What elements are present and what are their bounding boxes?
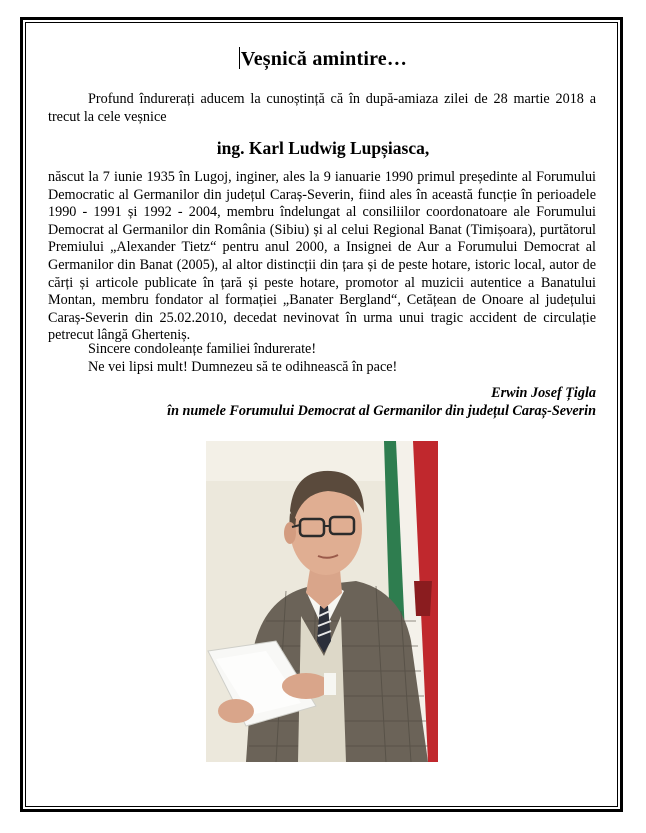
- portrait-illustration: [206, 441, 438, 762]
- portrait-photo: [206, 441, 438, 762]
- signature-block: [167, 385, 596, 420]
- farewell-line: Ne vei lipsi mult! Dumnezeu să te odihnească în pace!: [88, 358, 398, 375]
- condolences-line: Sincere condoleanțe familiei îndurerate!: [88, 341, 317, 357]
- text-cursor: [239, 47, 240, 69]
- intro-paragraph: Profund îndurerați aducem la cunoștință că în după-amiaza zilei de 28 martie 2018 a trecut la cele veșnice: [48, 91, 596, 125]
- deceased-name: ing. Karl Ludwig Lupșiasca,: [216, 138, 430, 158]
- document-title[interactable]: [0, 47, 646, 71]
- biography-paragraph: născut la 7 iunie 1935 în Lugoj, inginer, ales la 9 ianuarie 1990 primul președinte al Forumului Democratic al Germanilor din județul Caraș-Severin, fiind ales în această funcție în perioadele 1990 - 1991 și 1992 - 2004, membru îndelungat al consiliilor coordonatoare ale Forumului Democrat al Germanilor din România (Sibiu) și al celui Regional Banat (Timișoara), purtătorul Premiului „Alexander Tietz“ pentru anul 2000, a Insignei de Aur a Forumului Democrat al Germanilor din Banat (2005), al altor distincții din țara și de peste hotare, istoric local, autor de cărți și articole publicate în țară și peste hotare, promotor al muzicii autentice a Banatului Montan, membru fondator al formației „Banater Bergland“, Cetățean de Onoare al județului Caraș-Severin din 25.02.2010, decedat nevinovat în urma unui tragic accident de circulație petrecut lângă Gherteniș.: [48, 169, 596, 344]
- signature-author: Erwin Josef Țigla: [491, 385, 596, 401]
- closing-lines: [48, 341, 596, 376]
- title-text: Veșnică amintire…: [240, 48, 408, 70]
- signature-organization: în numele Forumului Democrat al Germanilor din județul Caraș-Severin: [167, 402, 596, 419]
